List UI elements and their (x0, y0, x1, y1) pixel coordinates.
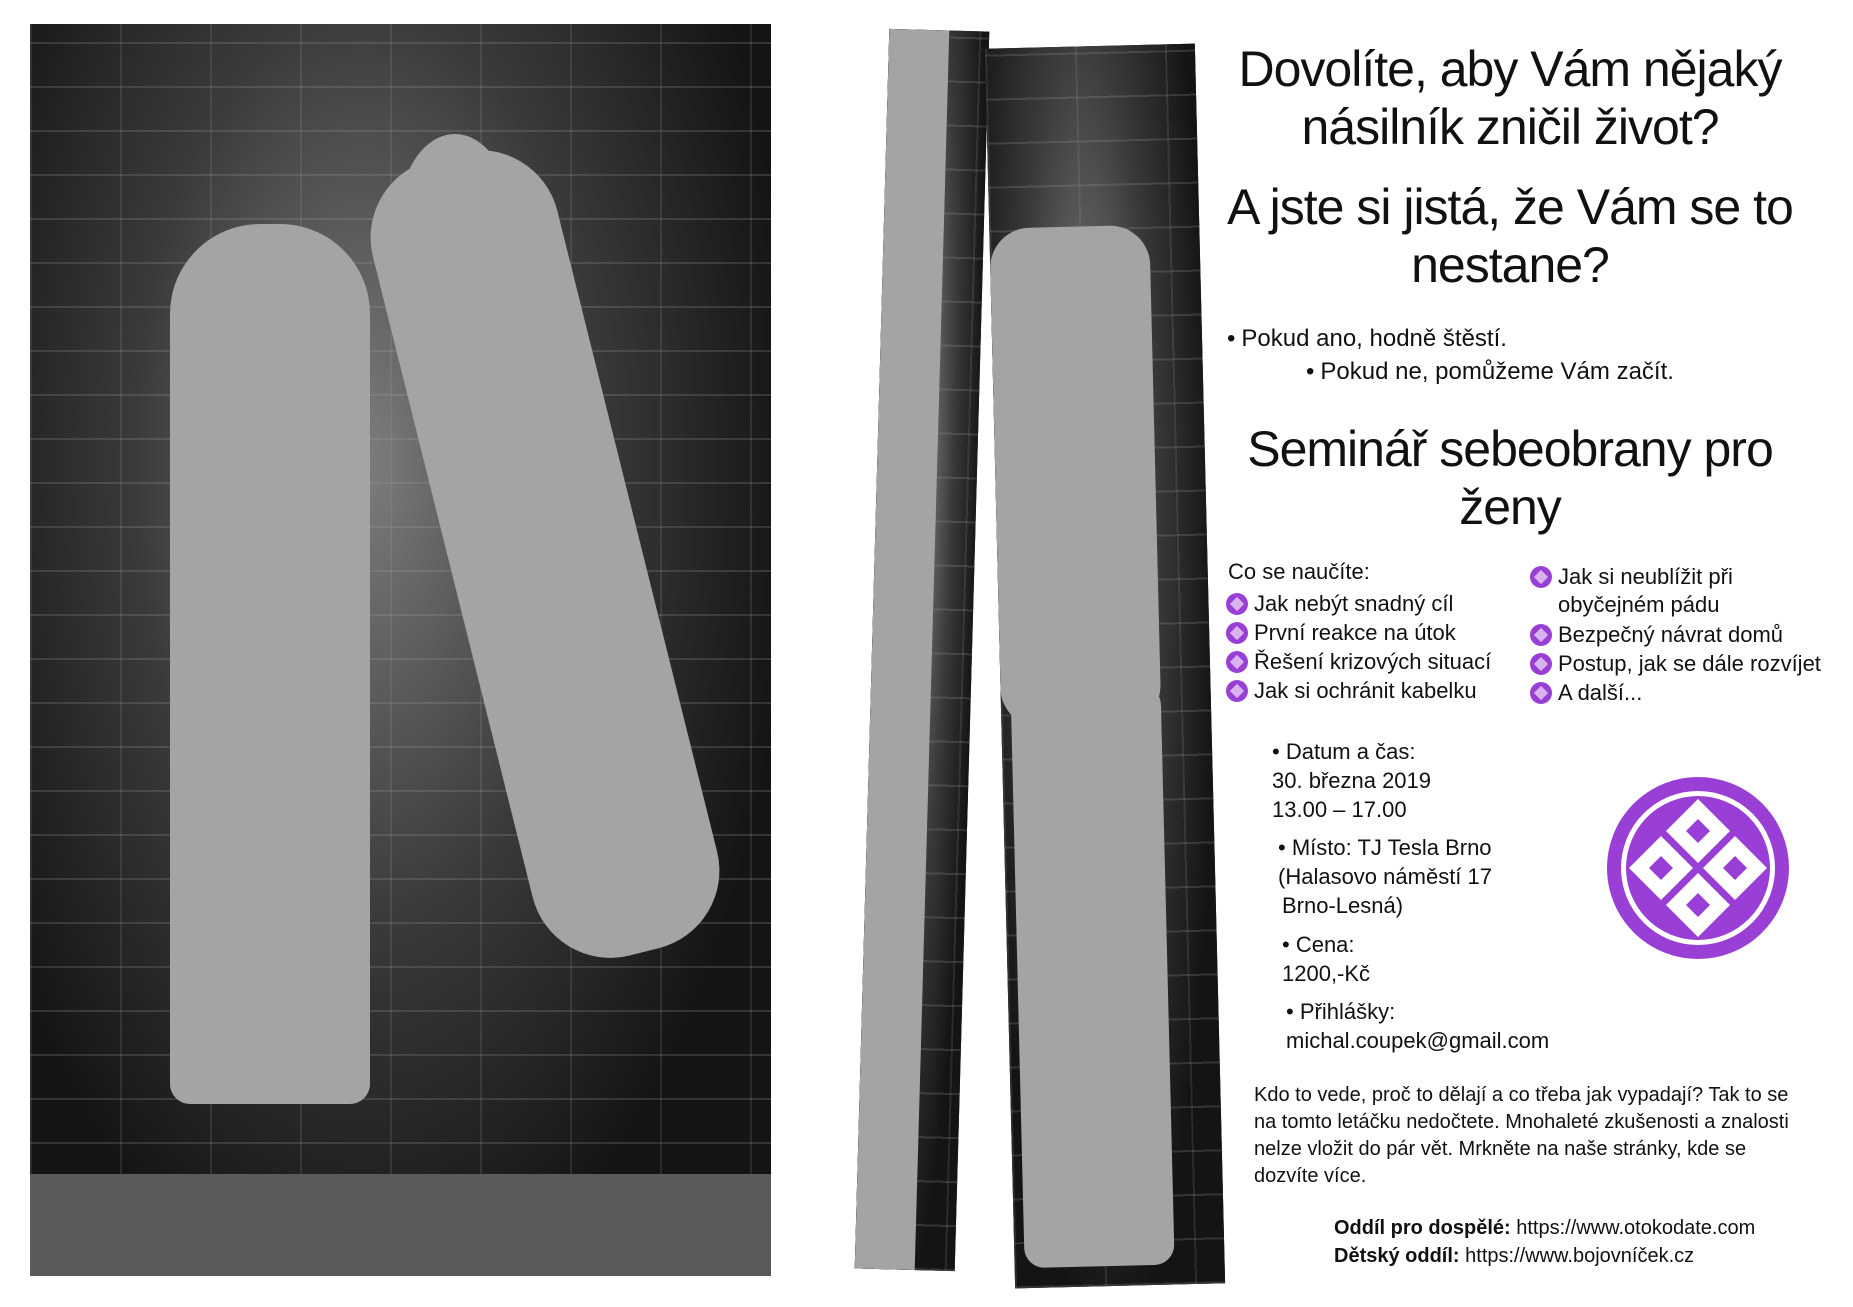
answer-no-text: Pokud ne, pomůžeme Vám začít. (1320, 358, 1674, 385)
purple-diamond-icon (1530, 566, 1552, 588)
list-item (1226, 590, 1526, 619)
list-item (1226, 677, 1526, 706)
purple-diamond-icon (1226, 651, 1248, 673)
answer-yes-text: Pokud ano, hodně štěstí. (1241, 325, 1507, 352)
list-item (1530, 563, 1820, 621)
attacker-shoe (400, 134, 510, 294)
info-registration (1286, 997, 1549, 1055)
list-item (1226, 619, 1526, 648)
purple-diamond-icon (1226, 680, 1248, 702)
price-label: • Cena: (1282, 930, 1370, 959)
four-diamond-circle-logo (1603, 773, 1793, 963)
answer-no (1306, 357, 1674, 387)
kids-club-url[interactable]: https://www.bojovníček.cz (1465, 1245, 1695, 1267)
purple-diamond-icon (1530, 624, 1552, 646)
list-item (1530, 679, 1820, 708)
woman-head (180, 234, 310, 384)
kids-club-label: Dětský oddíl: (1334, 1245, 1460, 1267)
bullet-dot-icon: • (1306, 358, 1315, 385)
place-label: • Místo: TJ Tesla Brno (1278, 833, 1492, 862)
registration-email[interactable]: michal.coupek@gmail.com (1286, 1028, 1550, 1053)
list-item-label: Bezpečný návrat domů (1558, 622, 1784, 647)
learn-list-right (1530, 563, 1820, 708)
purple-diamond-icon (1530, 682, 1552, 704)
info-date-time (1272, 737, 1431, 824)
self-defense-photo-strip-3 (985, 44, 1225, 1289)
adults-club-label: Oddíl pro dospělé: (1334, 1217, 1511, 1239)
list-item (1226, 648, 1526, 677)
self-defense-photo-strip-2 (855, 29, 990, 1271)
attacker-trouser-part (1011, 685, 1175, 1268)
attacker-leg-part (855, 29, 950, 1270)
ground (30, 1174, 771, 1276)
time-value: 13.00 – 17.00 (1272, 797, 1407, 822)
price-value: 1200,-Kč (1282, 961, 1371, 986)
info-price (1282, 930, 1370, 988)
purple-diamond-icon (1226, 622, 1248, 644)
list-item-label: První reakce na útok (1254, 620, 1456, 645)
about-text: Kdo to vede, proč to dělají a co třeba jak vypadají? Tak to se na tomto letáčku nedočtete. Mnohaleté zkušenosti a znalosti nelze vložit do pár vět. Mrkněte na naše stránky, kde se dozvíte více. (1254, 1084, 1789, 1187)
list-item-label: A další... (1558, 680, 1643, 705)
info-place (1278, 833, 1492, 920)
adults-club-link (1334, 1215, 1755, 1242)
learn-heading: Co se naučíte: (1228, 559, 1370, 584)
bullet-dot-icon: • (1227, 325, 1236, 352)
place-address: (Halasovo náměstí 17 (1278, 864, 1492, 889)
answer-yes (1227, 324, 1507, 354)
date-label: • Datum a čas: (1272, 737, 1431, 766)
list-item (1530, 621, 1820, 650)
list-item-label: Jak nebýt snadný cíl (1254, 591, 1454, 616)
headline-question-2: A jste si jistá, že Vám se to nestane? (1227, 179, 1793, 293)
list-item-label: Jak si ochránit kabelku (1254, 678, 1477, 703)
list-item-label: Jak si neublížit při obyčejném pádu (1558, 564, 1733, 617)
date-value: 30. března 2019 (1272, 768, 1432, 793)
kids-club-link (1334, 1243, 1694, 1270)
place-city: Brno-Lesná) (1282, 893, 1404, 918)
self-defense-photo-main (30, 24, 771, 1276)
seminar-title: Seminář sebeobrany pro ženy (1247, 421, 1773, 535)
headline-question-1: Dovolíte, aby Vám nějaký násilník zničil život? (1238, 41, 1782, 155)
attacker-body-part (989, 225, 1161, 729)
purple-diamond-icon (1530, 653, 1552, 675)
registration-label: • Přihlášky: (1286, 997, 1549, 1026)
list-item-label: Postup, jak se dále rozvíjet (1558, 651, 1821, 676)
list-item (1530, 650, 1820, 679)
learn-list-left (1226, 590, 1526, 706)
purple-diamond-icon (1226, 593, 1248, 615)
list-item-label: Řešení krizových situací (1254, 649, 1492, 674)
adults-club-url[interactable]: https://www.otokodate.com (1516, 1217, 1756, 1239)
